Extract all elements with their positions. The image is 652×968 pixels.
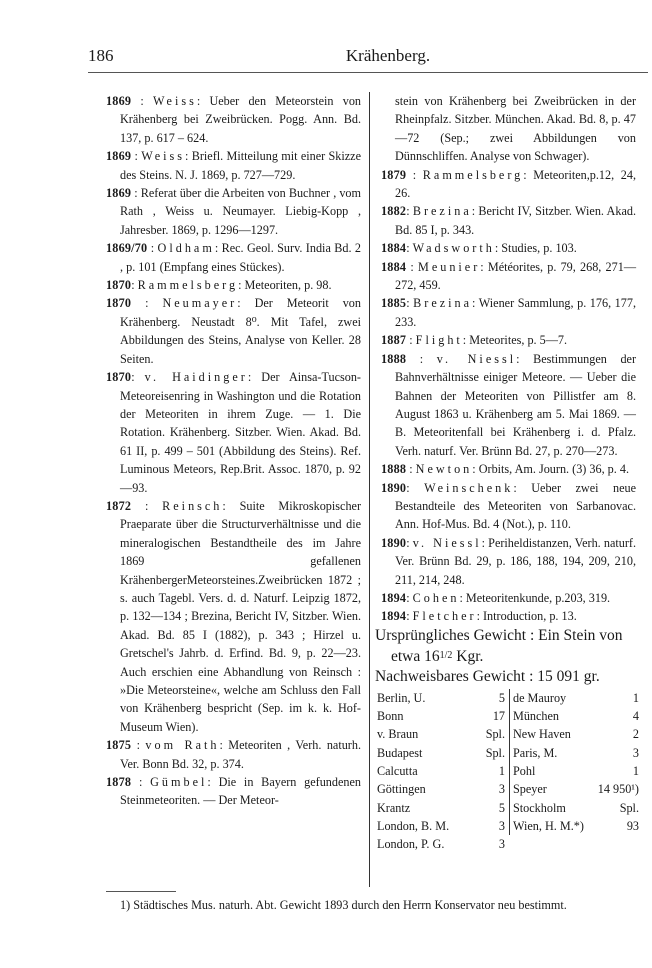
- bib-entry: 1878 : Gümbel: Die in Bayern gefundenen Steinmeteoriten. — Der Meteor-: [106, 775, 362, 808]
- bib-entry: 1869 : Referat über die Arbeiten von Buchner , vom Rath , Weiss u. Neumayer. Liebig-Kopp , Jahresber. 1869, p. 1296—1297.: [106, 186, 361, 237]
- collection-row: Budapest Spl.: [377, 745, 505, 760]
- bib-entry: 1872 : Reinsch: Suite Mikroskopischer Praeparate über die Structurverhältnisse und die mineralogischen Bestandtheile des im Jahre 1869 gefallenen KrähenbergerMeteorsteines.Zweibrücken 1872 ; s. auch Tagebl. Vers. d. d. Naturf. Leipzig 1872, p. 132—134 ; Brezina, Bericht IV, Sitzber. Wien. Akad. Bd. 85 I (1882), p. 343 ; Hirzel u. Gretschel's Jahrb. d. Erfind. Bd. 9, p. 22—23. Auch erschien eine Abhandlung von Reinsch : »Die Meteorsteine«, welche am Schluss den Fall von Krähenberg bespricht (Sep. im k. k. Hof-Museum Wien).: [106, 498, 362, 734]
- bib-entry: 1888 : v. Niessl: Bestimmungen der Bahnverhältnisse einiger Meteore. — Ueber die Bahnen der Meteoriten von Pillistfer am 8. August 1863 u. Krähenberg am 5. Mai 1869. — B. Meteoritenfall bei Krähenberg i. d. Pfalz. Verh. naturf. Ver. Brünn Bd. 27, p. 270—273.: [381, 351, 637, 458]
- collection-row: Wien, H. M.*) 93: [513, 818, 639, 833]
- bib-entry: 1875 : vom Rath: Meteoriten , Verh. naturh. Ver. Bonn Bd. 32, p. 374.: [106, 738, 361, 771]
- bib-entry: 1869 : Weiss: Ueber den Meteorstein von Krähenberg bei Zweibrücken. Pogg. Ann. Bd. 137, p. 617 – 624.: [106, 94, 362, 145]
- footnote-rule: [106, 891, 176, 892]
- bib-entry: 1884 : Meunier: Météorites, p. 79, 268, 271—272, 459.: [381, 259, 637, 293]
- continued-entry: stein von Krähenberg bei Zweibrücken in der Rheinpfalz. Sitzber. München. Akad. Bd. 8, p. 47—72 (Sep.; zwei Abbildungen von Dünnschliffen. Analyse von Schwager).: [395, 94, 636, 164]
- bib-entry: 1870 : Neumayer: Der Meteorit von Krähenberg. Neustadt 8⁰. Mit Tafel, zwei Abbildungen des Steins, Analyse von Keller. 28 Seiten.: [106, 296, 361, 366]
- collection-row: London, P. G. 3: [377, 837, 505, 852]
- collections-right: [509, 689, 639, 835]
- bib-entry: 1870: v. Haidinger: Der Ainsa-Tucson-Meteoreisenring in Washington und die Rotation der Meteoriten in ihrem Zuge. — 1. Die Rotation. Krähenberg. Sitzber. Wien. Akad. Bd. 61 II, p. 499 – 501 (Abbildung des Steins). Ref. Luminous Meteors, Rep.Brit. Assoc. 1870, p. 92—93.: [106, 370, 361, 495]
- left-column: [106, 92, 361, 810]
- collection-row: New Haven 2: [513, 727, 639, 742]
- verifiable-weight: Nachweisbares Gewicht : 15 091 gr.: [375, 667, 600, 685]
- running-header: [88, 46, 648, 70]
- column-divider: [369, 92, 370, 887]
- bib-entry: 1869/70 : Oldham: Rec. Geol. Surv. India Bd. 2 , p. 101 (Empfang eines Stückes).: [106, 241, 362, 274]
- collection-row: Krantz 5: [377, 800, 505, 815]
- page-number: 186: [88, 46, 114, 65]
- header-rule: [88, 72, 648, 73]
- bib-entry: 1890: Weinschenk: Ueber zwei neue Bestandteile des Meteoriten von Sarbanovac. Ann. Hof-Mus. Bd. 4 (Not.), p. 110.: [381, 480, 637, 532]
- collection-row: Berlin, U. 5: [377, 690, 505, 705]
- bib-entry: 1890: v. Niessl: Periheldistanzen, Verh. naturf. Ver. Brünn Bd. 29, p. 186, 188, 194, 209, 210, 211, 214, 248.: [381, 535, 636, 587]
- bib-entry: 1894: Fletcher: Introduction, p. 13.: [381, 609, 577, 624]
- bib-entry: 1894: Cohen: Meteoritenkunde, p.203, 319.: [381, 590, 611, 605]
- collection-row: Bonn 17: [377, 709, 505, 724]
- collection-row: Paris, M. 3: [513, 745, 639, 760]
- footnote: 1) Städtisches Mus. naturh. Abt. Gewicht 1893 durch den Herrn Konservator neu bestimmt.: [120, 898, 567, 912]
- right-column: [375, 92, 639, 852]
- collection-row: de Mauroy 1: [513, 690, 639, 705]
- collection-row: Speyer 14 950¹): [513, 782, 639, 797]
- bib-entry: 1885: Brezina: Wiener Sammlung, p. 176, 177, 233.: [381, 296, 637, 329]
- running-title: Krähenberg.: [345, 46, 431, 65]
- collection-row: London, B. M. 3: [377, 818, 505, 833]
- collections-left: [377, 689, 505, 854]
- collection-row: Stockholm Spl.: [513, 800, 639, 815]
- collection-row: Calcutta 1: [377, 763, 505, 778]
- collection-row: München 4: [513, 709, 639, 724]
- bib-entry: 1879 : Rammelsberg: Meteoriten,p.12, 24, 26.: [381, 167, 636, 201]
- collection-row: v. Braun Spl.: [377, 727, 505, 742]
- bib-entry: 1870: Rammelsberg: Meteoriten, p. 98.: [106, 278, 332, 293]
- fraction: 1/2: [439, 649, 453, 661]
- collection-row: Göttingen 3: [377, 782, 505, 797]
- bib-entry: 1884: Wadsworth: Studies, p. 103.: [381, 241, 577, 256]
- original-weight: Ursprüngliches Gewicht : Ein Stein von etwa 161/2 Kgr.: [375, 626, 623, 665]
- bib-entry: 1887 : Flight: Meteorites, p. 5—7.: [381, 333, 568, 348]
- bib-entry: 1888 : Newton: Orbits, Am. Journ. (3) 36, p. 4.: [381, 462, 630, 477]
- bib-entry: 1869 : Weiss: Briefl. Mitteilung mit einer Skizze des Steins. N. J. 1869, p. 727—729.: [106, 149, 361, 182]
- bib-entry: 1882: Brezina: Bericht IV, Sitzber. Wien. Akad. Bd. 85 I, p. 343.: [381, 204, 636, 237]
- collection-row: Pohl 1: [513, 763, 639, 778]
